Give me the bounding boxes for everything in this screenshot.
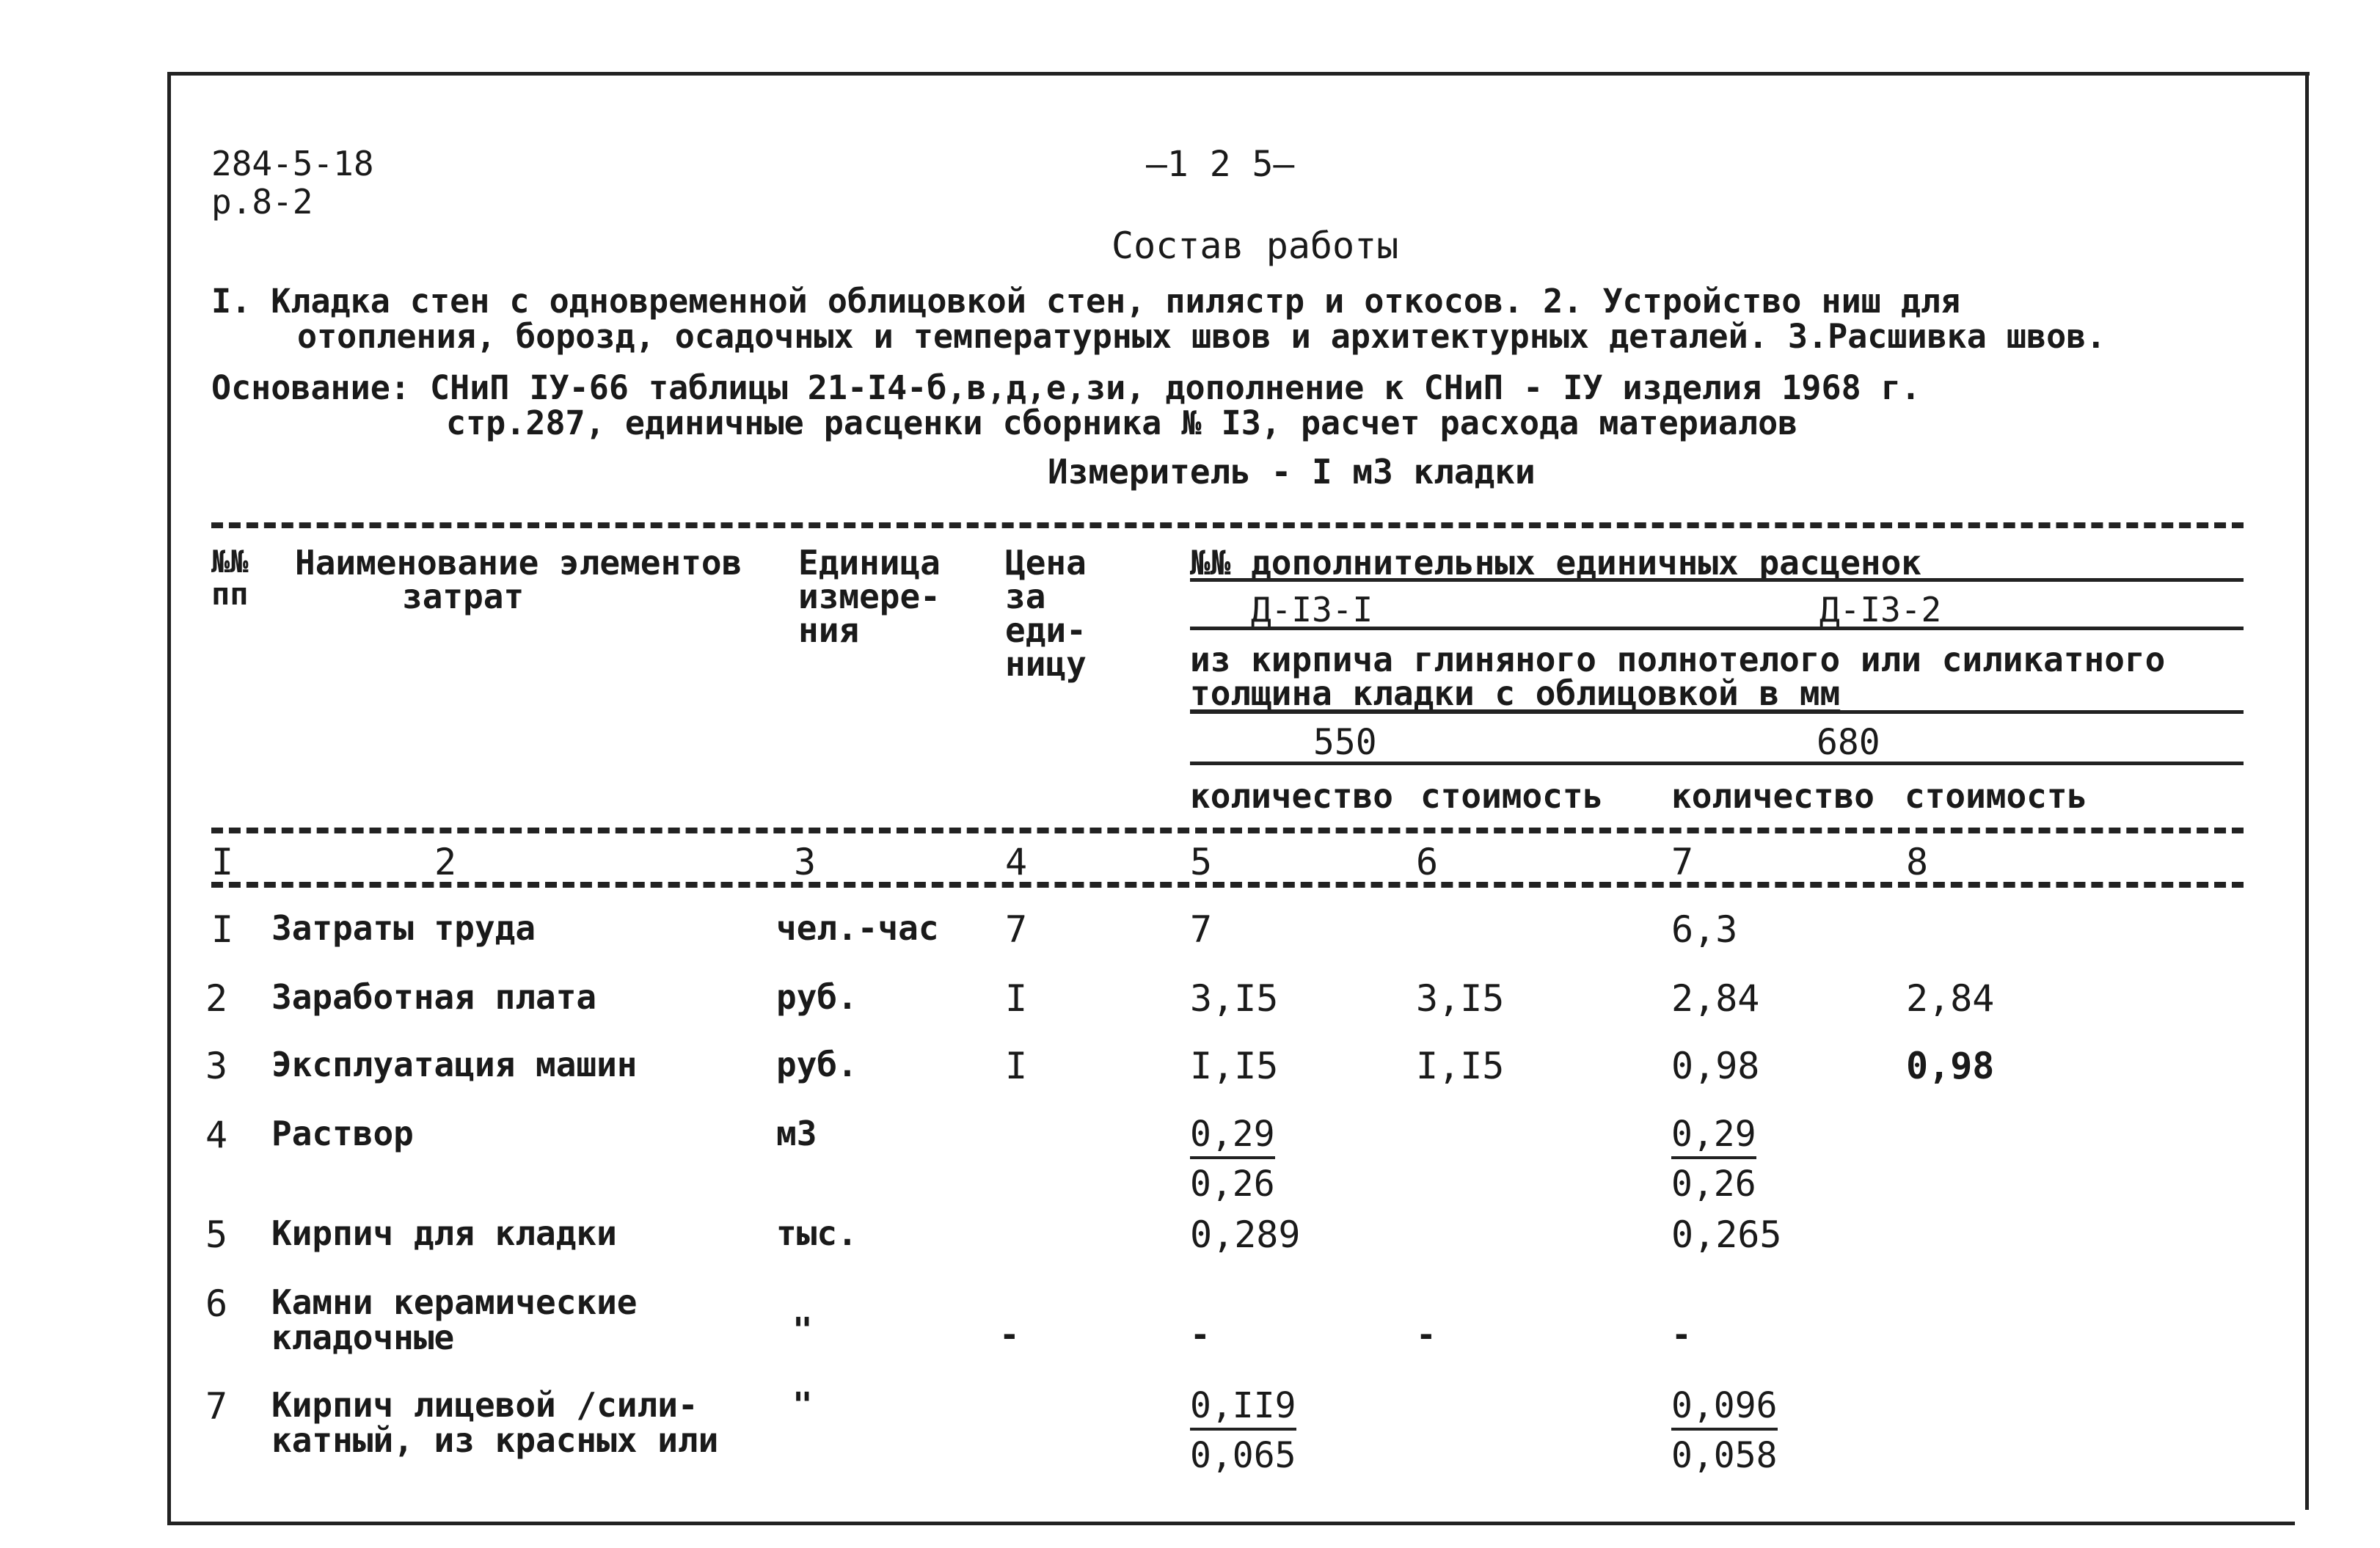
- row-3-name: Эксплуатация машин: [271, 1045, 638, 1084]
- col-number-7: 7: [1671, 841, 1694, 883]
- col-number-5: 5: [1190, 841, 1213, 883]
- row-3-qty-1: I,I5: [1190, 1045, 1279, 1087]
- col-number-1: I: [211, 841, 234, 883]
- row-6-qty-1: -: [1190, 1315, 1211, 1354]
- row-5-name: Кирпич для кладки: [271, 1213, 617, 1253]
- row-3-price: I: [1005, 1045, 1028, 1087]
- rule-thickness: [1190, 762, 2244, 765]
- header-thick-2: 680: [1817, 722, 1880, 763]
- col-number-8: 8: [1906, 841, 1929, 883]
- row-6-name-cont: кладочные: [271, 1318, 455, 1357]
- header-name-cont: затрат: [402, 577, 525, 616]
- doc-code: 284-5-18: [211, 144, 374, 183]
- row-6-cost-1: -: [1416, 1315, 1437, 1354]
- header-code-2: Д-I3-2: [1819, 590, 1942, 629]
- row-7-name-cont: катный, из красных или: [271, 1420, 719, 1460]
- header-price: Цена: [1005, 543, 1087, 583]
- rule-before-col-numbers: [211, 828, 2244, 833]
- frame-left-border: [167, 72, 171, 1525]
- rule-codes: [1190, 627, 2244, 630]
- row-3-qty-2: 0,98: [1671, 1045, 1760, 1087]
- row-2-cost-2: 2,84: [1906, 977, 1995, 1020]
- header-qty-2: количество: [1671, 776, 1875, 816]
- row-6-unit: ": [792, 1310, 813, 1350]
- row-4-qty-1-fraction: [1190, 1114, 1275, 1205]
- header-num: №№ пп: [211, 544, 249, 613]
- header-name: Наименование элементов: [295, 543, 742, 583]
- rule-after-col-numbers: [211, 882, 2244, 888]
- col-number-2: 2: [434, 841, 457, 883]
- page-number: —1 2 5—: [1146, 144, 1295, 185]
- row-7-unit: ": [792, 1385, 813, 1425]
- row-1-qty-1: 7: [1190, 908, 1213, 951]
- row-7-qty-1-denominator: 0,065: [1190, 1435, 1296, 1476]
- row-4-number: 4: [205, 1114, 228, 1156]
- page-title: Состав работы: [1111, 224, 1399, 267]
- header-unit-cont2: ния: [798, 610, 860, 650]
- row-4-qty-1-numerator: 0,29: [1190, 1117, 1275, 1159]
- row-3-cost-1: I,I5: [1416, 1045, 1505, 1087]
- row-7-qty-2-denominator: 0,058: [1671, 1435, 1778, 1476]
- row-6-qty-2: -: [1671, 1315, 1692, 1354]
- rule-group: [1190, 578, 2244, 582]
- frame-bottom-border: [167, 1522, 2295, 1525]
- basis-line-1: Основание: СНиП IУ-66 таблицы 21-I4-б,в,д,е,зи, дополнение к СНиП - IУ изделия 1968 г.: [211, 368, 1921, 407]
- row-4-unit: м3: [776, 1114, 817, 1153]
- row-3-cost-2: 0,98: [1906, 1045, 1995, 1087]
- header-unit-cont: измере-: [798, 577, 941, 616]
- frame-right-border: [2305, 72, 2309, 1510]
- meter-unit: Измеритель - I м3 кладки: [1048, 452, 1536, 492]
- row-1-qty-2: 6,3: [1671, 908, 1738, 951]
- row-2-name: Заработная плата: [271, 977, 597, 1017]
- row-2-qty-1: 3,I5: [1190, 977, 1279, 1020]
- col-number-3: 3: [794, 841, 817, 883]
- row-5-number: 5: [205, 1213, 228, 1256]
- work-description-line-2: отопления, борозд, осадочных и температурных швов и архитектурных деталей. 3.Расшивка швов.: [297, 317, 2106, 356]
- header-price-cont2: еди-: [1005, 610, 1087, 650]
- row-7-qty-2-numerator: 0,096: [1671, 1388, 1778, 1431]
- row-2-cost-1: 3,I5: [1416, 977, 1505, 1020]
- header-rates-group: №№ дополнительных единичных расценок: [1190, 543, 1921, 583]
- row-3-unit: руб.: [776, 1045, 858, 1084]
- row-3-number: 3: [205, 1045, 228, 1087]
- header-qty-1: количество: [1190, 776, 1393, 816]
- row-7-qty-1-fraction: [1190, 1385, 1296, 1476]
- header-unit: Единица: [798, 543, 941, 583]
- header-price-cont3: ницу: [1005, 644, 1087, 684]
- work-description-line-1: I. Кладка стен с одновременной облицовкой стен, пилястр и откосов. 2. Устройство ниш для: [211, 282, 1961, 321]
- row-4-name: Раствор: [271, 1114, 414, 1153]
- row-4-qty-2-fraction: [1671, 1114, 1756, 1205]
- frame-top-border: [167, 72, 2310, 76]
- row-6-price: -: [999, 1315, 1020, 1354]
- row-7-name: Кирпич лицевой /сили-: [271, 1385, 698, 1425]
- row-7-number: 7: [205, 1385, 228, 1428]
- row-2-number: 2: [205, 977, 228, 1020]
- row-2-unit: руб.: [776, 977, 858, 1017]
- row-1-price: 7: [1005, 908, 1028, 951]
- header-code-1: Д-I3-I: [1251, 590, 1373, 629]
- header-price-cont: за: [1005, 577, 1046, 616]
- header-thick-1: 550: [1313, 722, 1377, 763]
- row-4-qty-2-denominator: 0,26: [1671, 1164, 1756, 1205]
- row-2-price: I: [1005, 977, 1028, 1020]
- row-1-unit: чел.-час: [776, 908, 939, 948]
- row-5-unit: тыс.: [776, 1213, 858, 1253]
- basis-line-2: стр.287, единичные расценки сборника № I3, расчет расхода материалов: [446, 404, 1798, 442]
- header-cost-1: стоимость: [1420, 776, 1604, 816]
- section-code: р.8-2: [211, 182, 313, 222]
- row-4-qty-1-denominator: 0,26: [1190, 1164, 1275, 1205]
- row-5-qty-2: 0,265: [1671, 1213, 1782, 1256]
- row-2-qty-2: 2,84: [1671, 977, 1760, 1020]
- row-6-name: Камни керамические: [271, 1282, 638, 1322]
- header-thickness: толщина кладки с облицовкой в мм: [1190, 673, 1841, 713]
- row-7-qty-1-numerator: 0,II9: [1190, 1388, 1296, 1431]
- header-material: из кирпича глиняного полнотелого или силикатного: [1190, 640, 2166, 679]
- row-1-number: I: [211, 908, 234, 951]
- rule-material: [1190, 710, 2244, 714]
- table-top-rule: [211, 522, 2244, 528]
- row-7-qty-2-fraction: [1671, 1385, 1778, 1476]
- row-6-number: 6: [205, 1282, 228, 1325]
- row-1-name: Затраты труда: [271, 908, 536, 948]
- row-4-qty-2-numerator: 0,29: [1671, 1117, 1756, 1159]
- header-cost-2: стоимость: [1905, 776, 2088, 816]
- col-number-6: 6: [1416, 841, 1439, 883]
- row-5-qty-1: 0,289: [1190, 1213, 1301, 1256]
- col-number-4: 4: [1005, 841, 1028, 883]
